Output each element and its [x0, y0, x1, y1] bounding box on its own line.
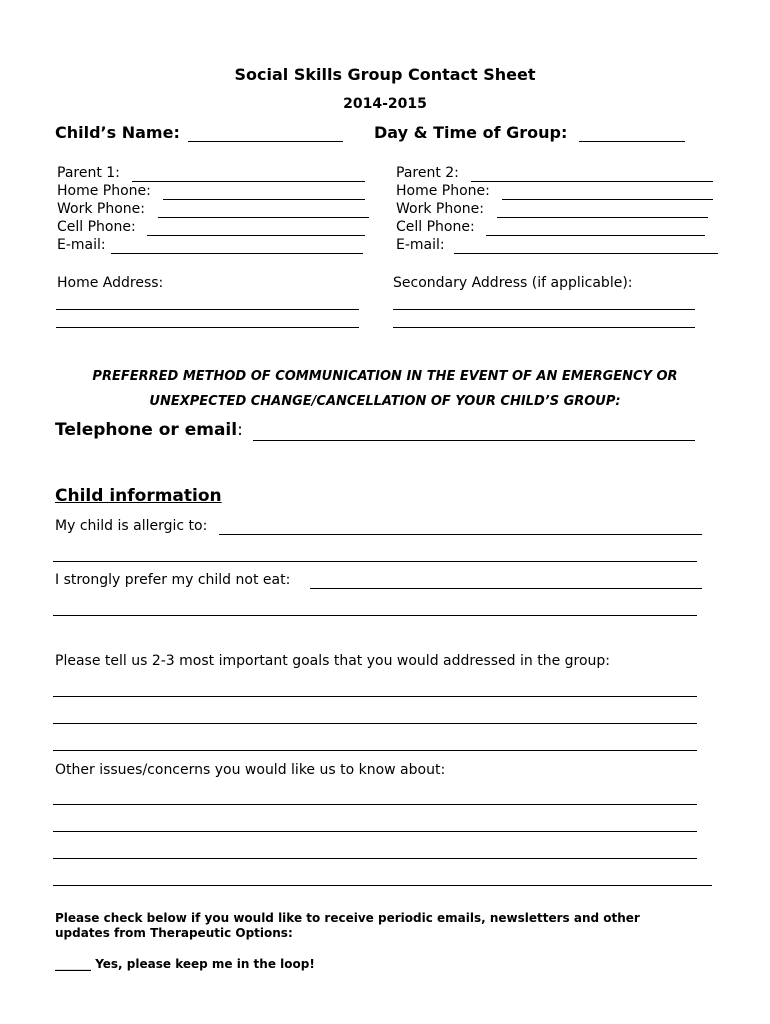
yes-opt-in-row	[55, 957, 315, 971]
childs-name-field[interactable]	[188, 141, 343, 142]
parent2-home-phone-label: Home Phone:	[396, 183, 490, 199]
parent2-cell-phone-label: Cell Phone:	[396, 219, 475, 235]
parent1-home-phone-field[interactable]	[163, 199, 365, 200]
telephone-or-email-row	[55, 420, 243, 440]
goals-line-1[interactable]	[53, 696, 697, 697]
prefer-not-eat-label: I strongly prefer my child not eat:	[55, 572, 291, 588]
childs-name-label: Child’s Name:	[55, 123, 180, 142]
telephone-or-email-label: Telephone or email	[55, 420, 238, 440]
parent1-work-phone-field[interactable]	[158, 217, 369, 218]
allergic-label: My child is allergic to:	[55, 518, 208, 534]
goals-label: Please tell us 2-3 most important goals that you would addressed in the group:	[55, 653, 611, 669]
parent2-home-phone-field[interactable]	[502, 199, 713, 200]
communication-banner-line-2: UNEXPECTED CHANGE/CANCELLATION OF YOUR CHILD’S GROUP:	[149, 394, 621, 409]
day-time-field[interactable]	[579, 141, 685, 142]
secondary-address-line-1[interactable]	[393, 309, 695, 310]
parent2-email-label: E-mail:	[396, 237, 445, 253]
updates-text-line-2: updates from Therapeutic Options:	[55, 926, 293, 940]
parent2-cell-phone-field[interactable]	[486, 235, 705, 236]
home-address-label: Home Address:	[57, 275, 164, 291]
parent2-label: Parent 2:	[396, 165, 459, 181]
home-address-line-2[interactable]	[56, 327, 359, 328]
prefer-not-eat-extra-line[interactable]	[53, 615, 697, 616]
allergic-field[interactable]	[219, 534, 702, 535]
parent1-home-phone-label: Home Phone:	[57, 183, 151, 199]
updates-text-line-1: Please check below if you would like to receive periodic emails, newsletters and other	[55, 911, 640, 925]
secondary-address-line-2[interactable]	[393, 327, 695, 328]
other-issues-line-3[interactable]	[53, 858, 697, 859]
child-information-heading: Child information	[55, 486, 222, 506]
parent2-email-field[interactable]	[454, 253, 718, 254]
yes-opt-in-text: Yes, please keep me in the loop!	[95, 957, 315, 971]
goals-line-3[interactable]	[53, 750, 697, 751]
parent1-work-phone-label: Work Phone:	[57, 201, 145, 217]
page-title: Social Skills Group Contact Sheet	[234, 65, 536, 84]
parent1-cell-phone-label: Cell Phone:	[57, 219, 136, 235]
parent1-email-label: E-mail:	[57, 237, 106, 253]
parent1-label: Parent 1:	[57, 165, 120, 181]
telephone-or-email-colon: :	[237, 420, 243, 440]
parent2-field[interactable]	[471, 181, 713, 182]
other-issues-line-4[interactable]	[53, 885, 712, 886]
school-year: 2014-2015	[343, 96, 427, 112]
other-issues-label: Other issues/concerns you would like us to know about:	[55, 762, 446, 778]
secondary-address-label: Secondary Address (if applicable):	[393, 275, 633, 291]
communication-banner-line-1: PREFERRED METHOD OF COMMUNICATION IN THE EVENT OF AN EMERGENCY OR	[92, 369, 678, 384]
goals-line-2[interactable]	[53, 723, 697, 724]
home-address-line-1[interactable]	[56, 309, 359, 310]
parent2-work-phone-field[interactable]	[497, 217, 708, 218]
other-issues-line-2[interactable]	[53, 831, 697, 832]
parent1-cell-phone-field[interactable]	[147, 235, 365, 236]
telephone-or-email-field[interactable]	[253, 440, 695, 441]
day-time-label: Day & Time of Group:	[374, 123, 568, 142]
parent2-work-phone-label: Work Phone:	[396, 201, 484, 217]
allergic-extra-line[interactable]	[53, 561, 697, 562]
other-issues-line-1[interactable]	[53, 804, 697, 805]
yes-opt-in-blank[interactable]: ______	[55, 957, 91, 971]
prefer-not-eat-field[interactable]	[310, 588, 702, 589]
parent1-email-field[interactable]	[111, 253, 363, 254]
parent1-field[interactable]	[132, 181, 365, 182]
